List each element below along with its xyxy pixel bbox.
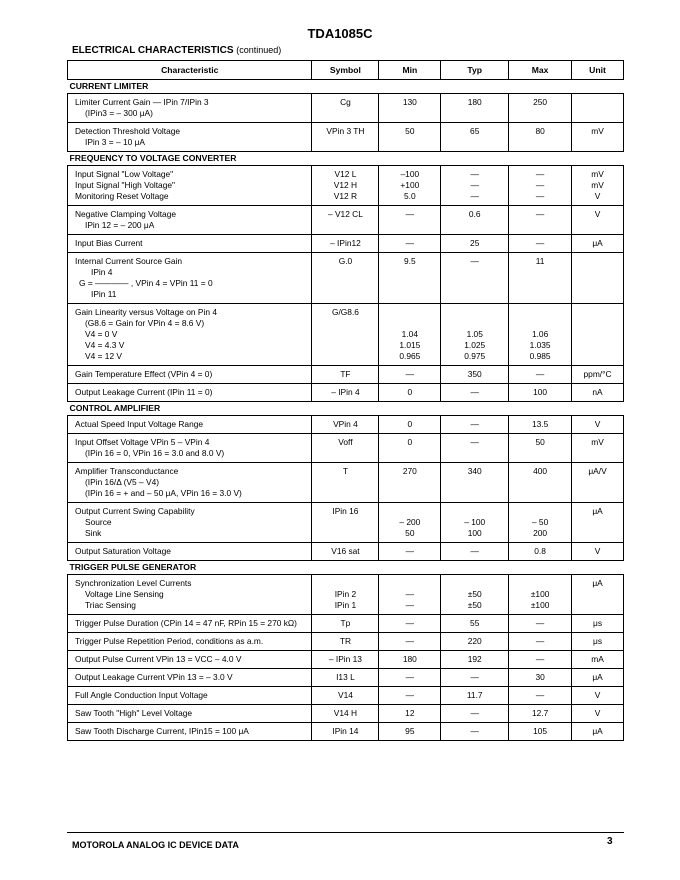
- section-trigger-pulse-generator: TRIGGER PULSE GENERATOR: [68, 561, 624, 575]
- section-heading: [72, 45, 281, 56]
- header-row: [68, 61, 624, 80]
- table-row: Full Angle Conduction Input Voltage V14 — 11.7 — V: [68, 687, 624, 705]
- col-symbol: Symbol: [312, 61, 379, 80]
- heading-main: ELECTRICAL CHARACTERISTICS: [72, 45, 234, 56]
- table-row: Saw Tooth Discharge Current, IPin15 = 100 μA IPin 14 95 — 105 μA: [68, 723, 624, 741]
- footer-text: MOTOROLA ANALOG IC DEVICE DATA: [72, 840, 239, 850]
- footer-rule: [67, 832, 624, 833]
- col-min: Min: [379, 61, 441, 80]
- section-fvc: FREQUENCY TO VOLTAGE CONVERTER: [68, 152, 624, 166]
- table-row: Gain Temperature Effect (VPin 4 = 0) TF — 350 — ppm/°C: [68, 366, 624, 384]
- table-row: Output Leakage Current (IPin 11 = 0) – IPin 4 0 — 100 nA: [68, 384, 624, 402]
- section-current-limiter: CURRENT LIMITER: [68, 80, 624, 94]
- page-number: 3: [607, 836, 613, 847]
- table-row: Trigger Pulse Duration (CPin 14 = 47 nF, RPin 15 = 270 kΩ) Tp — 55 — μs: [68, 615, 624, 633]
- table-row: Output Pulse Current VPin 13 = VCC – 4.0 V – IPin 13 180 192 — mA: [68, 651, 624, 669]
- table-row: Detection Threshold Voltage IPin 3 = – 10 μA VPin 3 TH 50 65 80 mV: [68, 123, 624, 152]
- table-row: Amplifier Transconductance (IPin 16/Δ (V5 – V4) (IPin 16 = + and – 50 μA, VPin 16 = 3.0 V) T 270 340 400 μA/V: [68, 463, 624, 503]
- table-row: Input Offset Voltage VPin 5 – VPin 4 (IPin 16 = 0, VPin 16 = 3.0 and 8.0 V) Voff 0 — 50 mV: [68, 434, 624, 463]
- col-typ: Typ: [441, 61, 509, 80]
- col-max: Max: [509, 61, 572, 80]
- table-row: Negative Clamping Voltage IPin 12 = – 200 μA – V12 CL — 0.6 — V: [68, 206, 624, 235]
- table-row: Actual Speed Input Voltage Range VPin 4 0 — 13.5 V: [68, 416, 624, 434]
- col-characteristic: Characteristic: [68, 61, 312, 80]
- table-row: Input Bias Current – IPin12 — 25 — μA: [68, 235, 624, 253]
- page-title: TDA1085C: [307, 26, 373, 41]
- section-control-amplifier: CONTROL AMPLIFIER: [68, 402, 624, 416]
- electrical-characteristics-table: [67, 60, 624, 741]
- col-unit: Unit: [572, 61, 624, 80]
- table-row: Input Signal "Low Voltage" Input Signal "High Voltage" Monitoring Reset Voltage V12 L V12 H V12 R –100 +100 5.0 — — — — — — mV mV V: [68, 166, 624, 206]
- heading-note: (continued): [236, 45, 282, 55]
- table-row: Output Saturation Voltage V16 sat — — 0.8 V: [68, 543, 624, 561]
- table-row: Gain Linearity versus Voltage on Pin 4 (G8.6 = Gain for VPin 4 = 8.6 V) V4 = 0 V V4 = 4.3 V V4 = 12 V G/G8.6 1.04 1.015 0.965 1.05 1.025 0.975 1.06 1.035 0.985: [68, 304, 624, 366]
- table-row: Synchronization Level Currents Voltage Line Sensing Triac Sensing IPin 2 IPin 1 — — ±50 ±50 ±100 ±100 μA: [68, 575, 624, 615]
- table-row: Internal Current Source Gain IPin 4 G = ———— , VPin 4 = VPin 11 = 0 IPin 11 G.0 9.5 — 11: [68, 253, 624, 304]
- table-row: Trigger Pulse Repetition Period, conditions as a.m. TR — 220 — μs: [68, 633, 624, 651]
- table-row: Output Leakage Current VPin 13 = – 3.0 V I13 L — — 30 μA: [68, 669, 624, 687]
- table-row: Output Current Swing Capability Source Sink IPin 16 – 200 50 – 100 100 – 50 200 μA: [68, 503, 624, 543]
- table-row: Saw Tooth "High" Level Voltage V14 H 12 — 12.7 V: [68, 705, 624, 723]
- table-row: Limiter Current Gain — IPin 7/IPin 3 (IPin3 = – 300 μA) Cg 130 180 250: [68, 94, 624, 123]
